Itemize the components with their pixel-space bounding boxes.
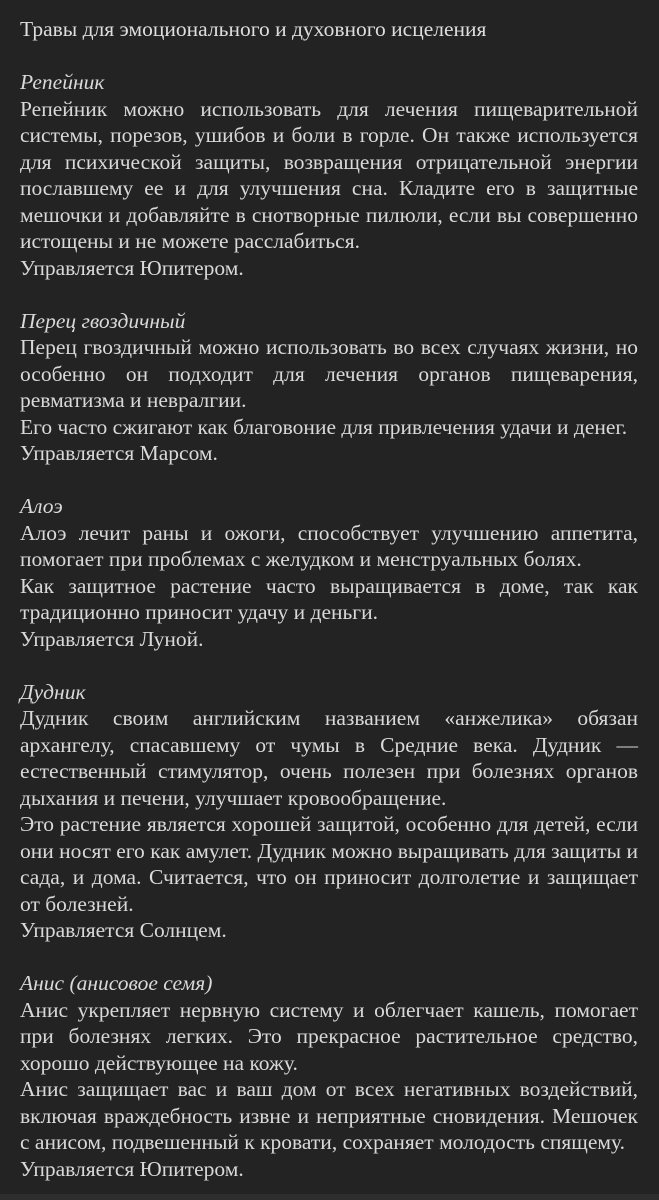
- bottom-strip: [0, 1194, 659, 1200]
- herb-paragraph: Анис укрепляет нервную систему и облегчает кашель, помогает при болезнях легких. Это прекрасное растительное средство, хорошо действующее на кожу.: [20, 997, 638, 1075]
- herb-section-repejnik: [20, 69, 638, 281]
- herb-paragraph: Перец гвоздичный можно использовать во всех случаях жизни, но особенно он подходит для лечения органов пищеварения, ревматизма и невралгии.: [20, 335, 638, 412]
- herb-paragraph: Дудник своим английским названием «анжелика» обязан архангелу, спасавшему от чумы в Средние века. Дудник — естественный стимулятор, очень полезен при болезнях органов дыхания и печени, улучшает кровообращение.: [20, 706, 638, 810]
- herb-heading: Перец гвоздичный: [20, 308, 186, 333]
- herb-paragraph: Его часто сжигают как благовоние для привлечения удачи и денег.: [20, 414, 628, 439]
- herb-paragraph: Анис защищает вас и ваш дом от всех негативных воздействий, включая враждебность извне и неприятные сновидения. Мешочек с анисом, подвешенный к кровати, сохраняет молодость спящему.: [20, 1077, 638, 1154]
- herb-ruler-line: Управляется Юпитером.: [20, 1156, 244, 1181]
- herb-heading: Анис (анисовое семя): [20, 971, 213, 995]
- herb-paragraph: Алоэ лечит раны и ожоги, способствует улучшению аппетита, помогает при проблемах с желудком и менструальных болях.: [20, 520, 638, 571]
- herb-heading: Репейник: [20, 70, 105, 94]
- herb-section-dudnik: [20, 679, 638, 944]
- herb-ruler-line: Управляется Юпитером.: [20, 255, 244, 280]
- herb-paragraph: Как защитное растение часто выращивается в доме, так как традиционно приносит удачу и деньги.: [20, 573, 638, 624]
- page-title: Травы для эмоционального и духовного исцеления: [20, 17, 487, 41]
- herb-ruler-line: Управляется Марсом.: [20, 441, 218, 465]
- herb-paragraph: Репейник можно использовать для лечения пищеварительной системы, порезов, ушибов и боли в горле. Он также используется для психической защиты, возвращения отрицательной энергии пославшему ее и для улучшения сна. Кладите его в защитные мешочки и добавляйте в снотворные пилюли, если вы совершенно истощены и не можете расслабиться.: [20, 96, 638, 253]
- herb-section-anis: [20, 970, 638, 1182]
- herb-heading: Дудник: [20, 679, 86, 704]
- herb-section-aloe: [20, 493, 638, 652]
- herb-paragraph: Это растение является хорошей защитой, особенно для детей, если они носят его как амулет. Дудник можно выращивать для защиты и сада, и дома. Считается, что он приносит долголетие и защищает от болезней.: [20, 812, 638, 916]
- herb-heading: Алоэ: [20, 494, 63, 518]
- herb-ruler-line: Управляется Солнцем.: [20, 918, 227, 942]
- herb-ruler-line: Управляется Луной.: [20, 626, 204, 651]
- herb-section-perets-gvozdichny: [20, 308, 638, 467]
